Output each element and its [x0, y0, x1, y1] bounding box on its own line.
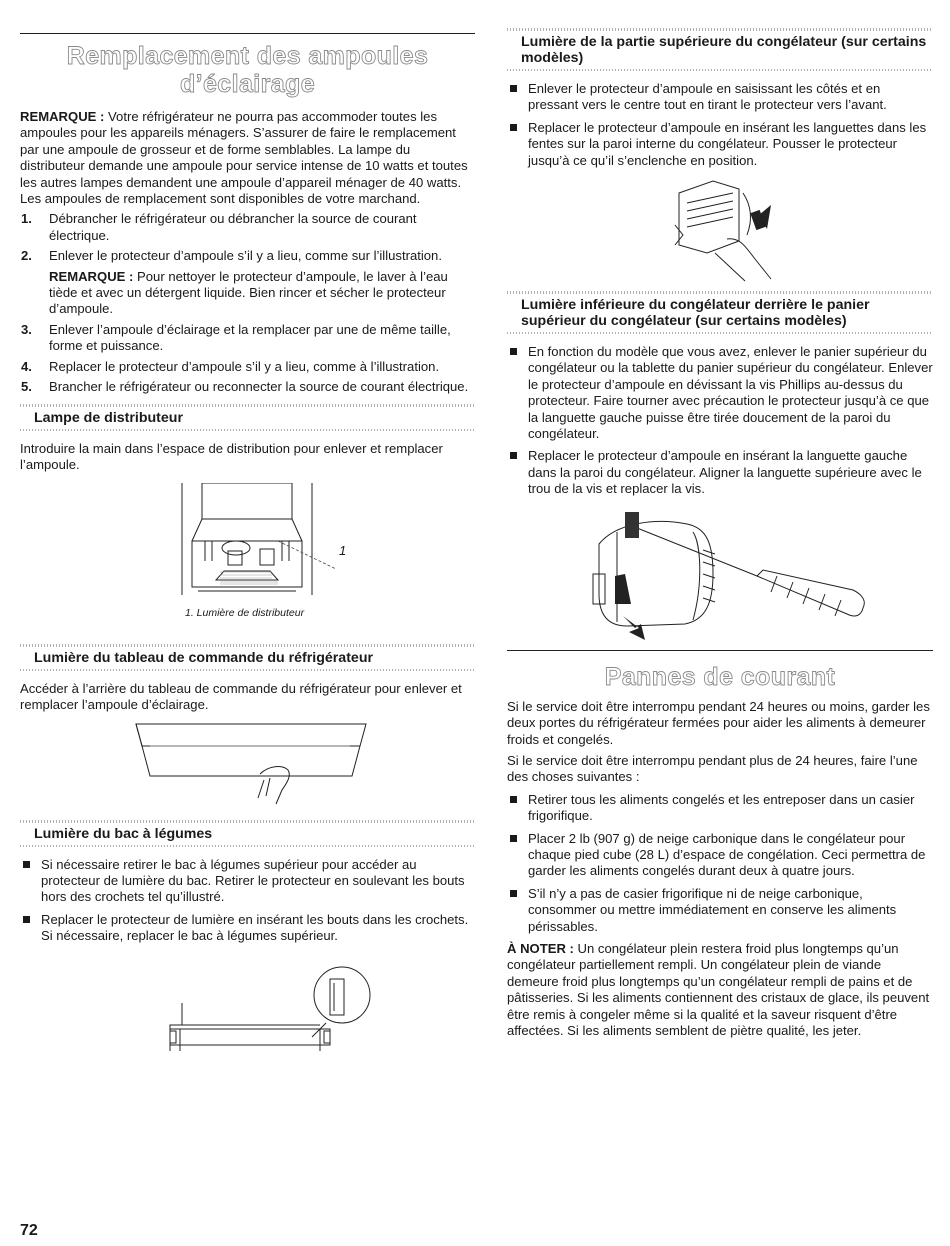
dispenser-text: Introduire la main dans l’espace de distribution pour enlever et remplacer l’ampoule.: [20, 440, 443, 472]
lower-freezer-illustration: [507, 504, 933, 644]
list-item: Replacer le protecteur de lumière en insérant les bouts dans les crochets. Si nécessaire, replacer le bac à légumes supérieur.: [20, 912, 475, 945]
steps-list: [20, 211, 475, 264]
list-item: En fonction du modèle que vous avez, enlever le panier supérieur du congélateur ou la tablette du panier supérieur du congélateur. Enlever le protecteur d’ampoule en dévissant la vis Phillips au-dessus du protecteur. Faire tourner avec précaution le protecteur jusqu’à ce que la languette gauche puisse être tirée doucement de la paroi du congélateur.: [507, 344, 933, 442]
list-item: Retirer tous les aliments congelés et les entreposer dans un casier frigorifique.: [507, 792, 933, 825]
step-item: 2. Enlever le protecteur d’ampoule s’il y a lieu, comme sur l’illustration.: [21, 248, 442, 264]
upper-freezer-bullets: [507, 81, 933, 169]
power-note-text: Un congélateur plein restera froid plus longtemps qu’un congélateur partiellement rempli. Un congélateur plein de viande demeure froid plus longtemps qu’un congélateur rempli de pains et de pâtisseries. Si les aliments contiennent des cristaux de glace, ils peuvent être remis à congeler même si la qualité et la saveur risquent d’être affectées. Si les aliments semblent de piètre qualité, les jeter.: [507, 940, 930, 1038]
power-note: [507, 941, 933, 1039]
lower-freezer-heading: Lumière inférieure du congélateur derrière le panier supérieur du congélateur (sur certains modèles): [521, 297, 870, 330]
bullet-icon: [510, 348, 517, 355]
crisper-drawing: [20, 955, 475, 1055]
bullet-icon: [23, 916, 30, 923]
intro-note-text: Votre réfrigérateur ne pourra pas accommoder toutes les ampoules pour les appareils ménagers. S’assurer de faire le remplacement par une ampoule de grosseur et de forme semblables. La lampe du distributeur demande une ampoule pour service intense de 10 watts et toutes les autres lampes demandent une ampoule d’appareil ménager de 40 watts. Les ampoules de remplacement sont disponibles de votre marchand.: [20, 109, 468, 207]
list-item: S’il n’y a pas de casier frigorifique ni de neige carbonique, consommer ou mettre immédiatement en conserve les aliments périssables.: [507, 886, 933, 935]
upper-freezer-illustration: [507, 175, 933, 283]
upper-freezer-heading: Lumière de la partie supérieure du congélateur (sur certains modèles): [521, 34, 927, 66]
steps-list-cont: [20, 322, 475, 396]
step-item: 3. Enlever l’ampoule d’éclairage et la remplacer par une de même taille, forme et puissance.: [21, 321, 451, 354]
step-item: 1. Débrancher le réfrigérateur ou débrancher la source de courant électrique.: [21, 211, 417, 243]
dispenser-heading: Lampe de distributeur: [34, 409, 183, 426]
bullet-icon: [510, 796, 517, 803]
bullet-icon: [510, 890, 517, 897]
power-bullets: [507, 792, 933, 935]
power-paragraph-1: Si le service doit être interrompu pendant 24 heures ou moins, garder les deux portes du réfrigérateur fermées pour aider les aliments à demeurer froids et congelés.: [507, 698, 930, 747]
crisper-illustration: [20, 955, 475, 1055]
step-item: 5. Brancher le réfrigérateur ou reconnecter la source de courant électrique.: [21, 379, 469, 395]
step2-note-label: REMARQUE :: [49, 268, 134, 284]
bullet-icon: [510, 124, 517, 131]
lower-freezer-drawing: [507, 504, 933, 644]
page-title-line2: d’éclairage: [179, 70, 316, 98]
intro-note-label: REMARQUE :: [20, 109, 105, 124]
intro-note: [20, 109, 475, 207]
bullet-icon: [510, 835, 517, 842]
crisper-heading: Lumière du bac à légumes: [34, 825, 213, 842]
control-panel-drawing: [20, 720, 475, 810]
control-heading: Lumière du tableau de commande du réfrigérateur: [34, 649, 374, 666]
power-failure-title: Pannes de courant: [604, 662, 836, 691]
step2-note-text: Pour nettoyer le protecteur d’ampoule, le laver à l’eau tiède et avec un détergent liquide. Bien rincer et sécher le protecteur d’ampoule.: [49, 268, 448, 317]
step-item: 4. Replacer le protecteur d’ampoule s’il y a lieu, comme à l’illustration.: [21, 358, 440, 374]
crisper-bullets: [20, 857, 475, 945]
page-number: 72: [20, 1222, 38, 1239]
control-text: Accéder à l’arrière du tableau de commande du réfrigérateur pour enlever et remplacer l’ampoule d’éclairage.: [20, 680, 462, 713]
left-column: [20, 0, 475, 1055]
list-item: Replacer le protecteur d’ampoule en insérant la languette gauche dans la paroi du congélateur. Aligner la languette supérieure avec le trou de la vis et replacer la vis.: [507, 448, 933, 497]
right-column: [507, 0, 933, 1039]
bullet-icon: [23, 861, 30, 868]
control-panel-illustration: [20, 720, 475, 810]
dispenser-caption: 1. Lumière de distributeur: [185, 607, 305, 620]
list-item: Enlever le protecteur d’ampoule en saisissant les côtés et en pressant vers le centre tout en tirant le protecteur vers l’avant.: [507, 81, 933, 114]
dispenser-callout-number: 1: [339, 543, 347, 559]
power-note-label: À NOTER :: [507, 940, 574, 956]
bullet-icon: [510, 452, 517, 459]
power-paragraph-2: Si le service doit être interrompu pendant plus de 24 heures, faire l’une des choses suivantes :: [507, 752, 918, 785]
dispenser-drawing: [20, 483, 475, 601]
list-item: Replacer le protecteur d’ampoule en insérant les languettes dans les fentes sur la paroi interne du congélateur. Pousser le protecteur jusqu’à ce qu’il s’enclenche en position.: [507, 120, 933, 169]
lower-freezer-bullets: [507, 344, 933, 498]
page-title-line1: Remplacement des ampoules: [66, 42, 429, 70]
bullet-icon: [510, 85, 517, 92]
list-item: Placer 2 lb (907 g) de neige carbonique dans le congélateur pour chaque pied cube (28 L) d’espace de congélation. Ceci permettra de garder les aliments congelés durant deux à quatre jours.: [507, 831, 933, 880]
step2-note: [20, 269, 475, 318]
list-item: Si nécessaire retirer le bac à légumes supérieur pour accéder au protecteur de lumière du bac. Retirer le protecteur en soulevant les bouts hors des crochets tel qu’illustré.: [20, 857, 475, 906]
page-title: [20, 42, 475, 98]
upper-freezer-drawing: [507, 175, 933, 283]
power-section-rule: [507, 650, 933, 651]
dispenser-illustration: [20, 483, 475, 601]
